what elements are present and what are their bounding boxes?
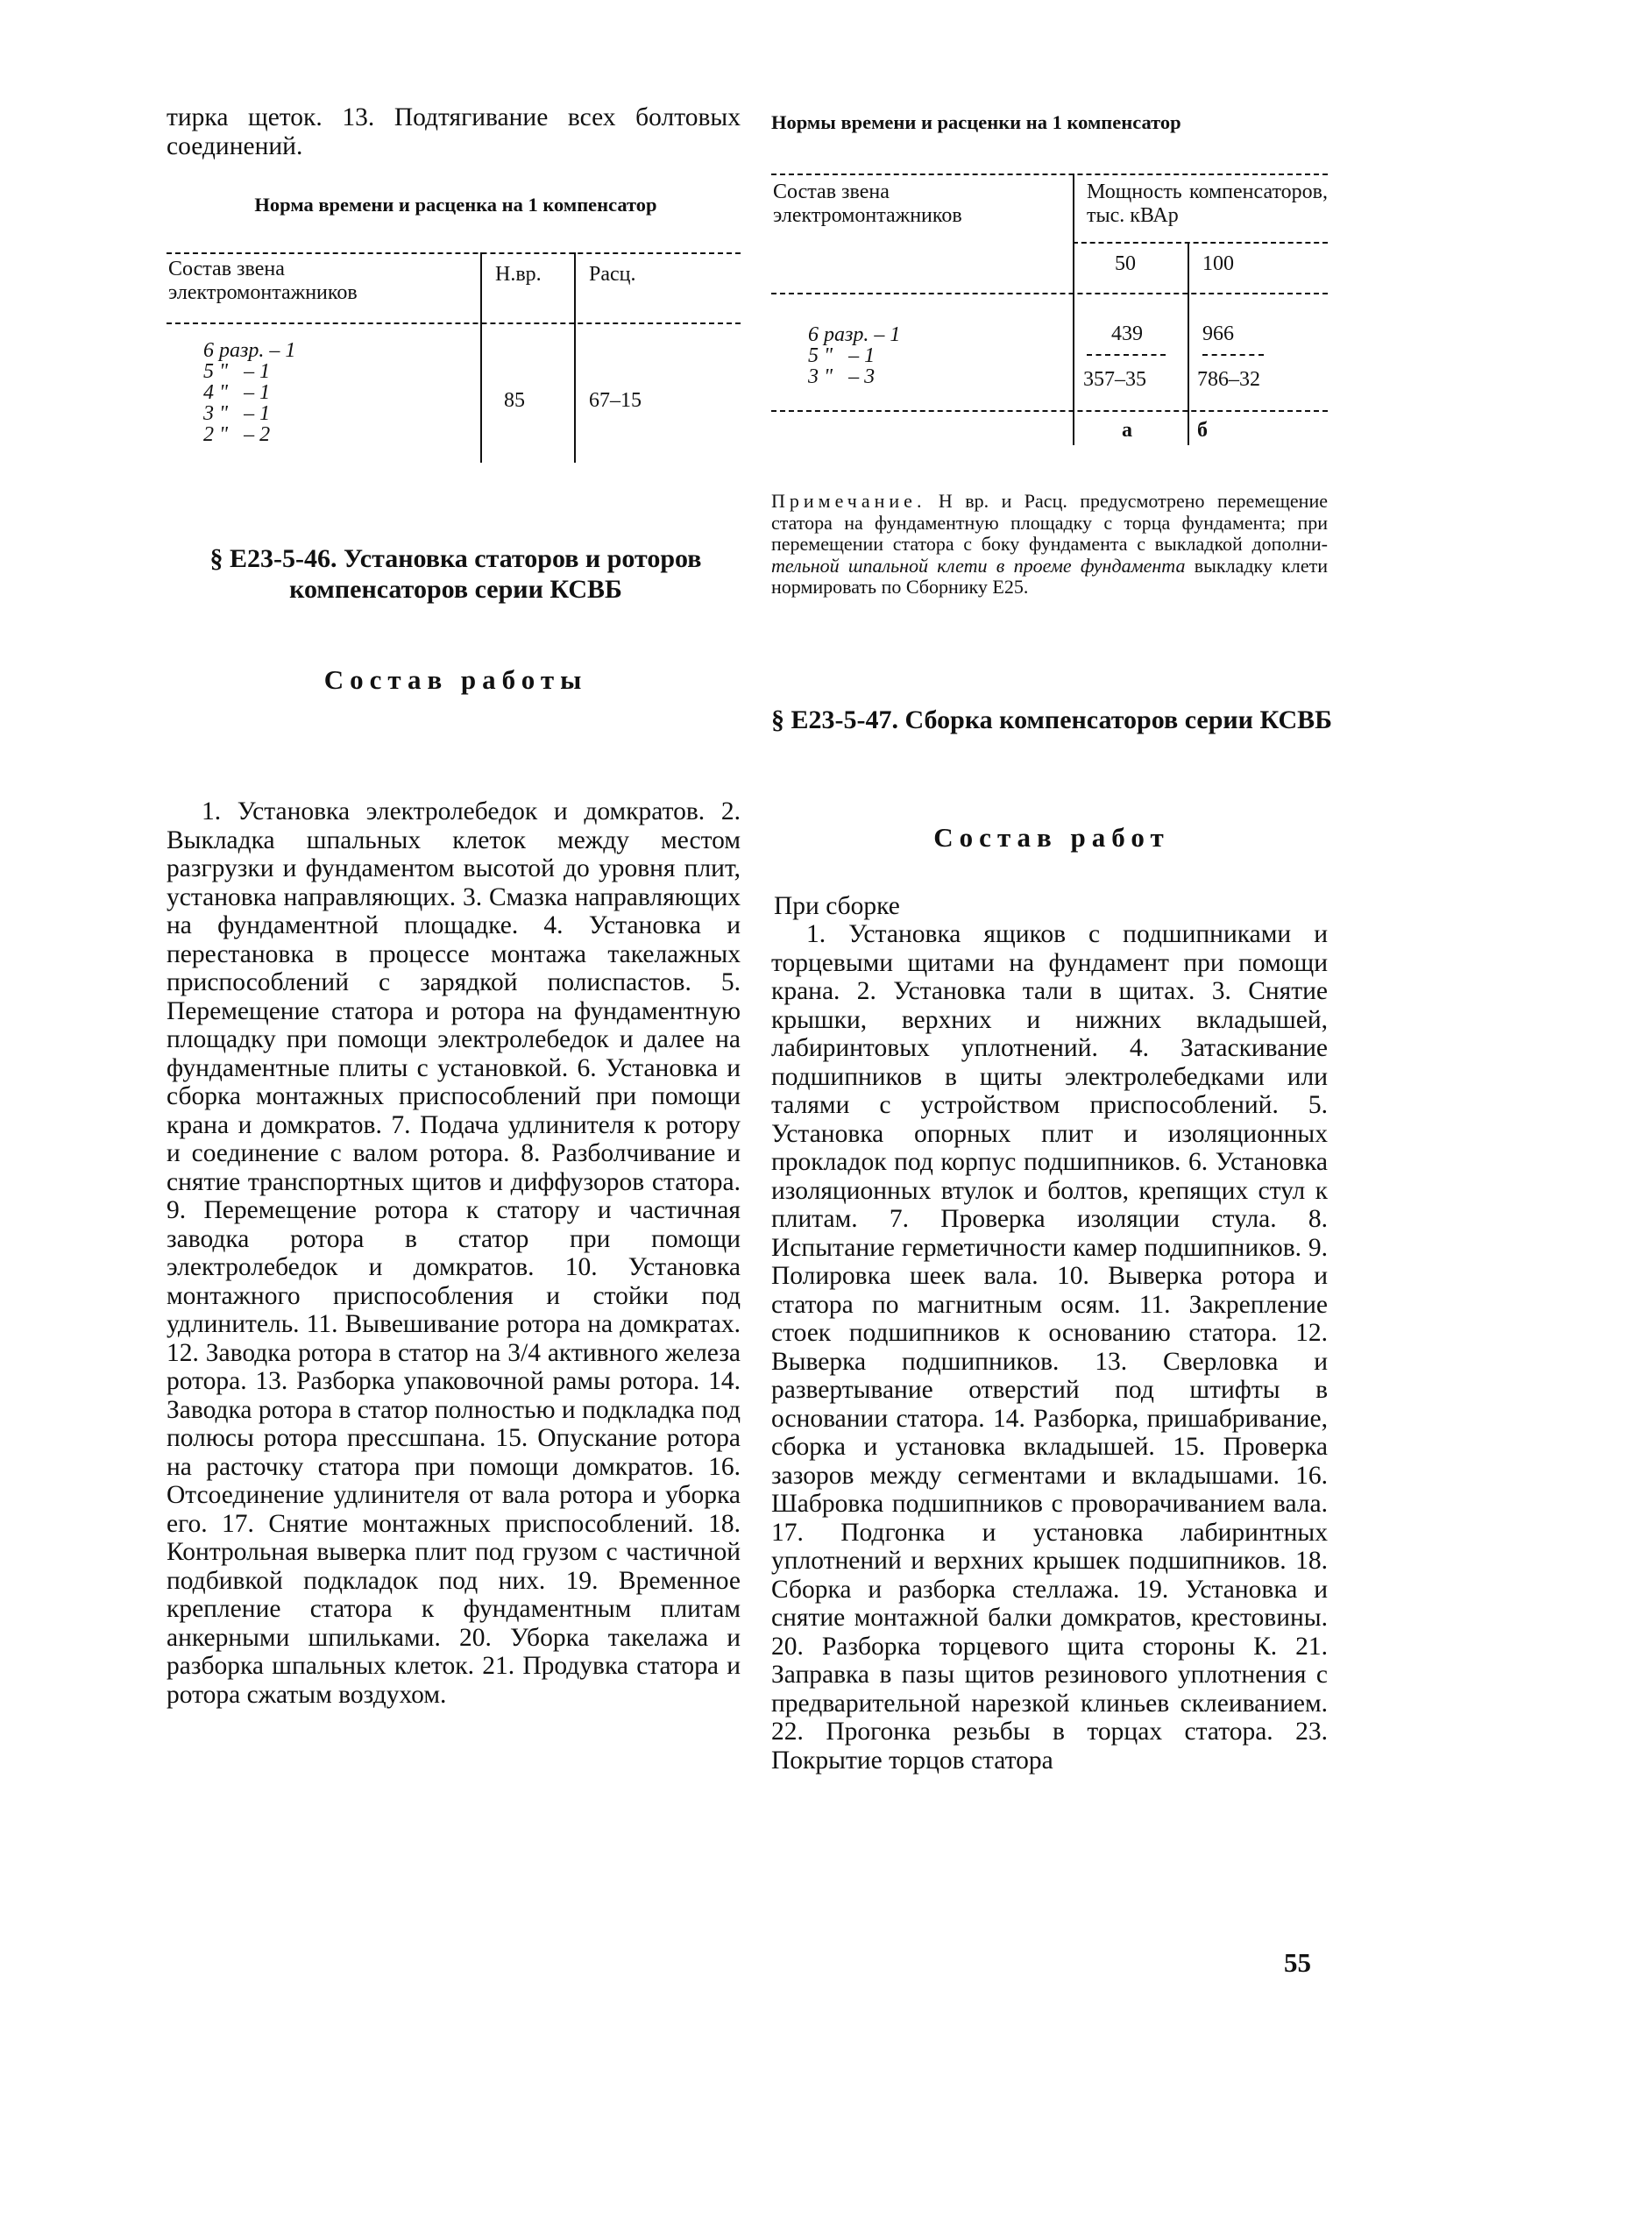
section-title-e23-5-46: § Е23-5-46. Установка статоров и роторов компенсаторов серии КСВБ bbox=[209, 544, 702, 604]
table1-divider bbox=[574, 252, 576, 463]
table2-divider bbox=[1188, 244, 1189, 445]
table1-hvr-value: 85 bbox=[504, 389, 525, 412]
table2-row: 6 разр. – 1 bbox=[808, 323, 901, 346]
table1-caption: Норма времени и расценка на 1 компенсатор bbox=[254, 194, 657, 216]
table1-row: 6 разр. – 1 bbox=[203, 339, 296, 362]
table1-divider bbox=[480, 252, 482, 463]
work-text-right: 1. Установка ящиков с подшипниками и торцевыми щитами на фундамент при помощи крана. 2. Установка тали в щитах. 3. Снятие крышки, верхних и нижних вкладышей, лабиринтовых уплотнений. 4. Затаскивание подшипников в щиты электролебедками или талями с устройством приспособлений. 5. Установка опорных плит и изоляционных прокладок под корпус подшипников. 6. Установка изоляционных втулок и болтов, крепящих стул к плитам. 7. Проверка изоляции стула. 8. Испытание герметичности камер подшипников. 9. Полировка шеек вала. 10. Выверка ротора и статора по магнитным осям. 11. Закрепление стоек подшипников к основанию статора. 12. Выверка подшипников. 13. Сверловка и развертывание отверстий под штифты в основании статора. 14. Разборка, пришабривание, сборка и установка вкладышей. 15. Проверка зазоров между сегментами и вкладышами. 16. Шабровка подшипников с проворачиванием вала. 17. Подгонка и установка лабиринтных уплотнений и верхних крышек подшипников. 18. Сборка и разборка стеллажа. 19. Установка и снятие монтажной балки домкратов, крестовины. 20. Разборка торцевого щита стороны К. 21. Заправка в пазы щитов резинового уплотнения с предварительной нарезкой клиньев склеиванием. 22. Прогонка резьбы в торцах статора. 23. Покрытие торцов статора bbox=[771, 920, 1328, 1775]
table2-header-rule bbox=[771, 293, 1328, 294]
table2-hvr-50: 439 bbox=[1111, 322, 1143, 345]
table1-row: 5 " – 1 bbox=[203, 360, 271, 383]
table1-col-hvr: Н.вр. bbox=[495, 263, 542, 286]
table2-power-100: 100 bbox=[1202, 252, 1234, 275]
table2-divider bbox=[1073, 174, 1074, 445]
table1-top-rule bbox=[167, 252, 741, 254]
table2-index-b: б bbox=[1197, 419, 1208, 442]
note-text-end: выкладку клети нормировать по Сборнику Е25. bbox=[771, 554, 1328, 598]
note-text: Н вр. и Расц. предусмотрено перемещение статора на фундаментную площадку с торца фундамента; при перемещении статора с боку фундамента с выкладкой дополни- bbox=[771, 490, 1328, 555]
table2-value-rule bbox=[1087, 354, 1166, 356]
table1-col-header: Состав звена электромонтажников bbox=[168, 258, 358, 304]
table2-bottom-rule bbox=[771, 410, 1328, 412]
table2-value-rule bbox=[1202, 354, 1264, 356]
table2-row: 5 " – 1 bbox=[808, 344, 876, 367]
table2-hvr-100: 966 bbox=[1202, 322, 1234, 345]
table2-power-header: Мощность компенсаторов, тыс. кВАр bbox=[1087, 181, 1328, 227]
page-number: 55 bbox=[1284, 1947, 1311, 1978]
work-header-right: Состав работ bbox=[933, 822, 1170, 853]
table2-note bbox=[771, 491, 1328, 599]
table1-header-rule bbox=[167, 322, 741, 324]
note-italic-text: тельной шпальной клети в проеме фундамента bbox=[771, 554, 1186, 577]
sub-header-assembly: При сборке bbox=[774, 892, 900, 920]
table2-rasc-50: 357–35 bbox=[1083, 368, 1146, 391]
note-label: Примечание. bbox=[771, 490, 926, 512]
table2-top-rule bbox=[771, 174, 1328, 175]
table1-row: 4 " – 1 bbox=[203, 381, 271, 404]
table2-rasc-100: 786–32 bbox=[1197, 368, 1260, 391]
section-title-e23-5-47: § Е23-5-47. Сборка компенсаторов серии КСВБ bbox=[771, 705, 1332, 734]
table1-row: 2 " – 2 bbox=[203, 423, 271, 446]
table2-caption: Нормы времени и расценки на 1 компенсатор bbox=[771, 111, 1181, 133]
table2-col-header: Состав звена электромонтажников bbox=[773, 181, 962, 227]
table1-row: 3 " – 1 bbox=[203, 402, 271, 425]
table2-power-rule bbox=[1073, 242, 1328, 244]
table2-row: 3 " – 3 bbox=[808, 365, 876, 388]
table1-rasc-value: 67–15 bbox=[589, 389, 642, 412]
work-text-left: 1. Установка электролебедок и домкратов. 2. Выкладка шпальных клеток между местом разгрузки и фундаментом высотой до уровня плит, установка направляющих. 3. Смазка направляющих на фундаментной площадке. 4. Установка и перестановка в процессе монтажа такелажных приспособлений с зарядкой полиспастов. 5. Перемещение статора и ротора на фундаментную площадку при помощи электролебедок и далее на фундаментные плиты с установкой. 6. Установка и сборка монтажных приспособлений при помощи крана и домкратов. 7. Подача удлинителя к ротору и соединение с валом ротора. 8. Разболчивание и снятие транспортных щитов и диффузоров статора. 9. Перемещение ротора к статору и частичная заводка ротора в статор при помощи электролебедок и домкратов. 10. Установка монтажного приспособления и стойки под удлинитель. 11. Вывешивание ротора на домкратах. 12. Заводка ротора в статор на 3/4 активного железа ротора. 13. Разборка упаковочной рамы ротора. 14. Заводка ротора в статор полностью и подкладка под полюсы ротора прессшпана. 15. Опускание ротора на расточку статора при помощи домкратов. 16. Отсоединение удлинителя от вала ротора и уборка его. 17. Снятие монтажных приспособлений. 18. Контрольная выверка плит под грузом с частичной подбивкой подкладок под них. 19. Временное крепление статора к фундаментным плитам анкерными шпильками. 20. Уборка такелажа и разборка шпальных клеток. 21. Продувка статора и ротора сжатым воздухом. bbox=[167, 797, 741, 1709]
intro-text: тирка щеток. 13. Подтягивание всех болтовых соединений. bbox=[167, 103, 741, 160]
table2-power-50: 50 bbox=[1115, 252, 1136, 275]
work-header-left: Состав работы bbox=[323, 664, 588, 695]
table1-col-rasc: Расц. bbox=[589, 263, 636, 286]
table2-index-a: а bbox=[1122, 419, 1132, 442]
